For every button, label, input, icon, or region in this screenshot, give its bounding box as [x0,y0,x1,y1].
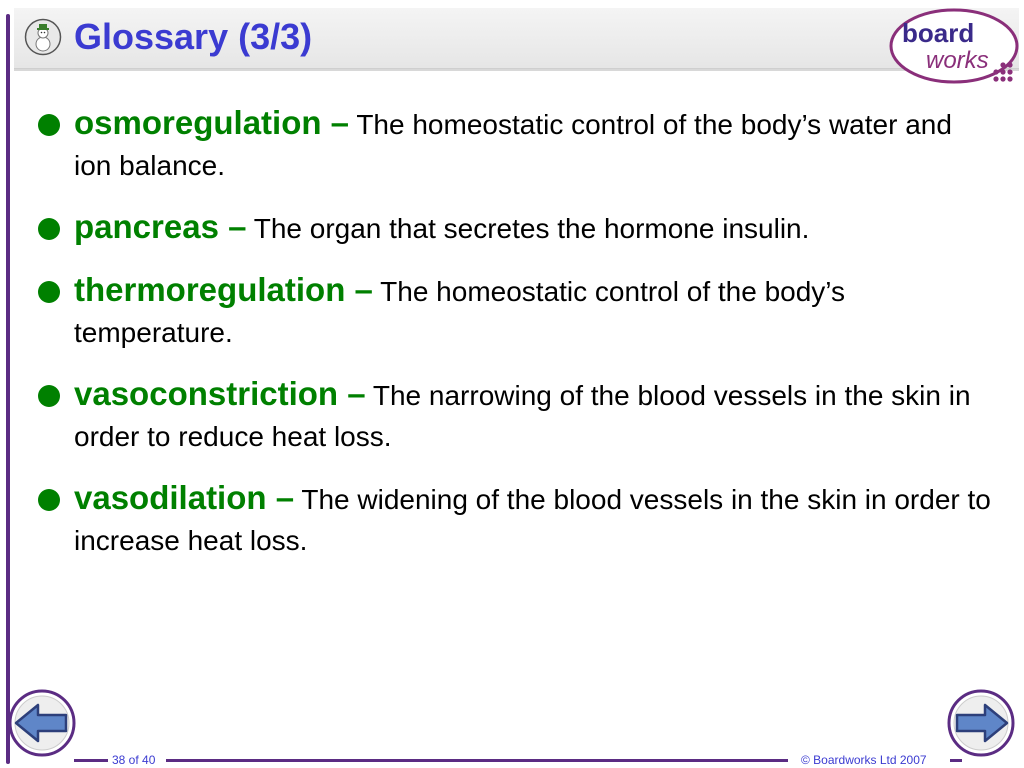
previous-slide-button[interactable] [8,689,76,757]
bullet-icon [38,114,60,136]
footer-divider [950,759,962,762]
glossary-term: vasodilation – [74,479,295,516]
glossary-entry-vasoconstriction [34,373,994,457]
footer-divider [74,759,112,762]
copyright-text: © Boardworks Ltd 2007 [797,752,931,768]
glossary-entry-pancreas [34,206,994,249]
glossary-term: vasoconstriction – [74,375,366,412]
glossary-term: osmoregulation – [74,104,350,141]
glossary-definition: The narrowing of the blood vessels in the skin in order to reduce heat loss. [74,380,971,452]
page-title: Glossary (3/3) [74,16,313,57]
glossary-definition: The homeostatic control of the body’s temperature. [74,276,846,348]
glossary-list [34,102,994,581]
slide-frame-left [6,14,10,764]
boardworks-logo [888,6,1020,86]
bullet-icon [38,385,60,407]
bullet-icon [38,218,60,240]
glossary-definition: The homeostatic control of the body’s water and ion balance. [74,109,952,181]
glossary-definition: The widening of the blood vessels in the skin in order to increase heat loss. [74,484,991,556]
footer-divider [166,759,788,762]
next-slide-button[interactable] [947,689,1015,757]
logo-text-top: board [902,18,975,48]
bullet-icon [38,489,60,511]
title-divider [14,69,1019,71]
glossary-entry-vasodilation [34,477,994,561]
glossary-entry-thermoregulation [34,269,994,353]
glossary-term: pancreas – [74,208,247,245]
logo-text-bottom: works [926,47,989,74]
glossary-entry-osmoregulation [34,102,994,186]
glossary-term: thermoregulation – [74,271,373,308]
glossary-definition: The organ that secretes the hormone insulin. [253,213,810,244]
bullet-icon [38,281,60,303]
snowman-icon [24,18,62,56]
page-indicator: 38 of 40 [108,752,159,768]
